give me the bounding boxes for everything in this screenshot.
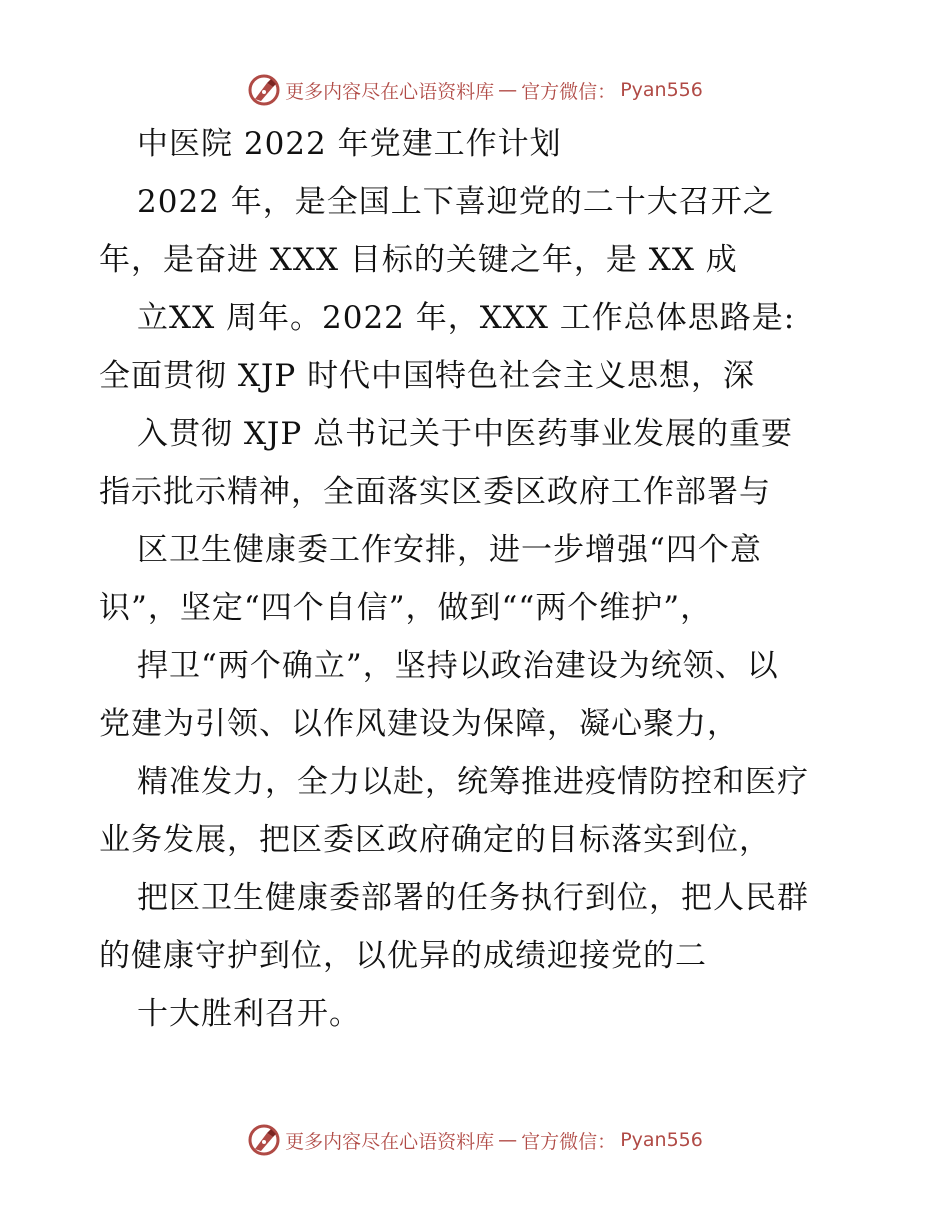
document-line: 识”，坚定“四个自信”，做到““两个维护”， (99, 590, 713, 626)
document-line: 区卫生健康委工作安排，进一步增强“四个意 (137, 532, 762, 568)
document-line: 党建为引领、以作风建设为保障，凝心聚力， (99, 706, 739, 742)
watermark-wechat-id: Pyan556 (620, 79, 703, 101)
document-line: 指示批示精神，全面落实区委区政府工作部署与 (99, 474, 771, 510)
header-watermark (0, 70, 950, 110)
watermark-wechat-id: Pyan556 (620, 1129, 703, 1151)
document-line: 把区卫生健康委部署的任务执行到位，把人民群 (137, 880, 809, 916)
watermark-wechat-label: 官方微信： (521, 80, 617, 103)
watermark-site-text: 更多内容尽在心语资料库 (285, 80, 495, 103)
document-line: 年，是奋进 XXX 目标的关键之年，是 XX 成 (99, 242, 738, 278)
pen-nib-logo-icon (247, 73, 281, 107)
watermark-site-text: 更多内容尽在心语资料库 (285, 1130, 495, 1153)
document-line: 全面贯彻 XJP 时代中国特色社会主义思想，深 (99, 358, 756, 394)
document-line: 立XX 周年。2022 年，XXX 工作总体思路是: (137, 300, 796, 336)
document-line: 入贯彻 XJP 总书记关于中医药事业发展的重要 (137, 416, 794, 452)
document-line: 业务发展，把区委区政府确定的目标落实到位， (99, 822, 771, 858)
document-line: 十大胜利召开。 (137, 996, 361, 1032)
watermark-separator: — (498, 1129, 518, 1151)
document-line: 精准发力，全力以赴，统筹推进疫情防控和医疗 (137, 764, 809, 800)
watermark-wechat-label: 官方微信： (521, 1130, 617, 1153)
footer-watermark (0, 1120, 950, 1160)
watermark-separator: — (498, 79, 518, 101)
document-title: 中医院 2022 年党建工作计划 (137, 126, 562, 162)
pen-nib-logo-icon (247, 1123, 281, 1157)
document-line: 的健康守护到位，以优异的成绩迎接党的二 (99, 938, 707, 974)
document-line: 捍卫“两个确立”，坚持以政治建设为统领、以 (137, 648, 779, 684)
document-line: 2022 年，是全国上下喜迎党的二十大召开之 (137, 184, 775, 220)
